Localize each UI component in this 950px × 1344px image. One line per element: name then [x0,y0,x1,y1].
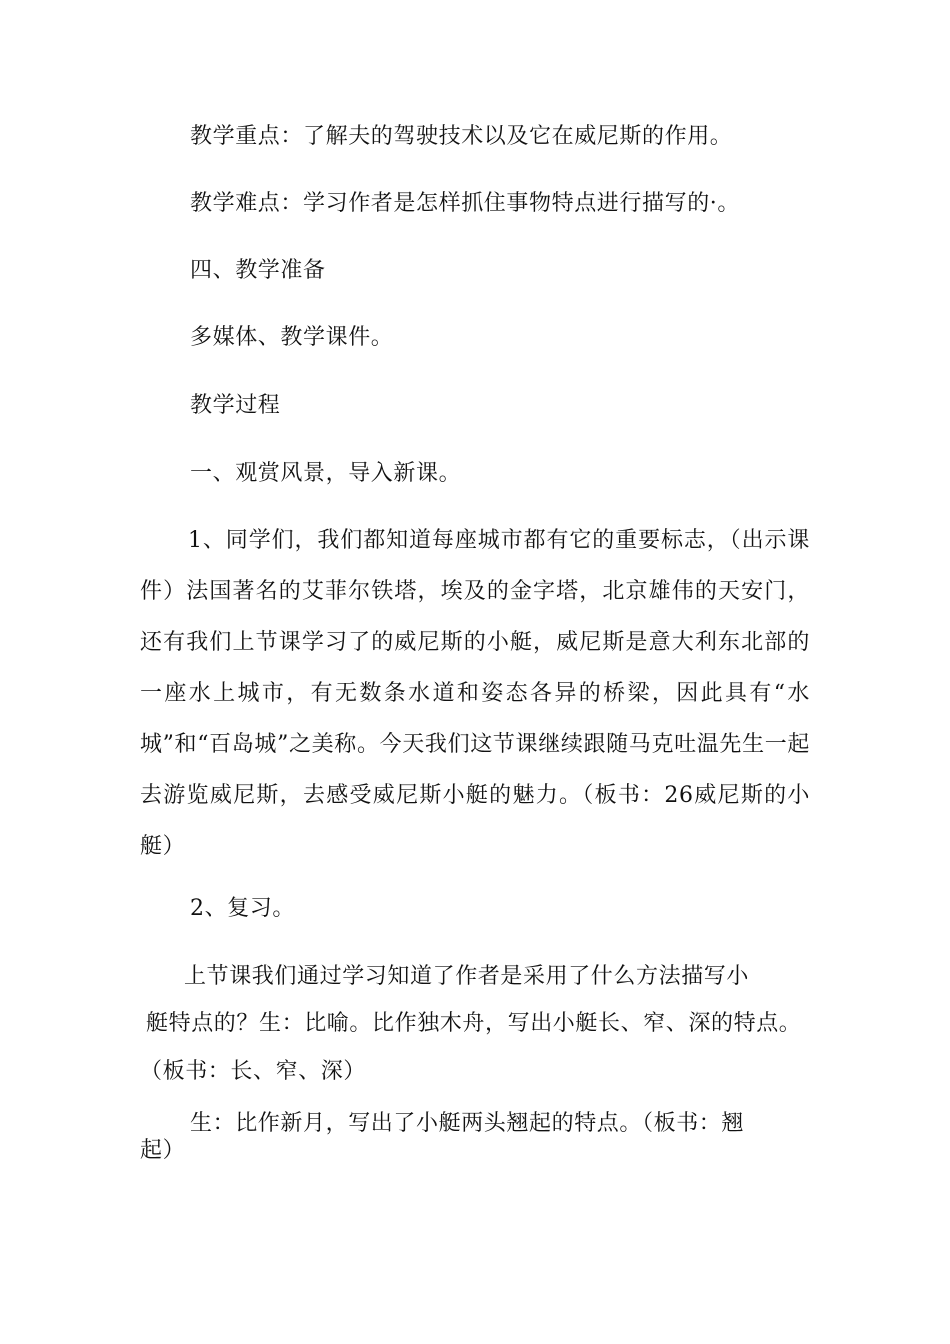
student-answer-line-2: 起） [140,1138,186,1163]
section-heading-process: 教学过程 [190,393,281,418]
key-point-text: 教学重点：了解夫的驾驶技术以及它在威尼斯的作用。 [190,124,733,149]
review-text-line-3: （板书：长、窄、深） [140,1059,367,1084]
intro-paragraph: 1、同学们，我们都知道每座城市都有它的重要标志，（出示课件）法国著名的艾菲尔铁塔，埃及的金字塔，北京雄伟的天安门，还有我们上节课学习了的威尼斯的小艇，威尼斯是意大利东北部的一座水上城市，有无数条水道和姿态各异的桥梁，因此具有“水城”和“百岛城”之美称。今天我们这节课继续跟随马克吐温先生一起去游览威尼斯，去感受威尼斯小艇的魅力。（板书：26威尼斯的小艇） [140,528,810,859]
materials-text: 多媒体、教学课件。 [190,325,394,350]
review-text-line-2: 艇特点的？生：比喻。比作独木舟，写出小艇长、窄、深的特点。 [146,1011,802,1036]
review-text-line-1: 上节课我们通过学习知道了作者是采用了什么方法描写小 [184,964,750,989]
part-one-heading: 一、观赏风景，导入新课。 [190,461,462,486]
section-heading-preparation: 四、教学准备 [190,258,326,283]
review-heading: 2、复习。 [190,896,295,921]
difficult-point-text: 教学难点：学习作者是怎样抓住事物特点进行描写的·。 [190,191,740,216]
student-answer-line-1: 生：比作新月，写出了小艇两头翘起的特点。（板书：翘 [190,1111,745,1136]
